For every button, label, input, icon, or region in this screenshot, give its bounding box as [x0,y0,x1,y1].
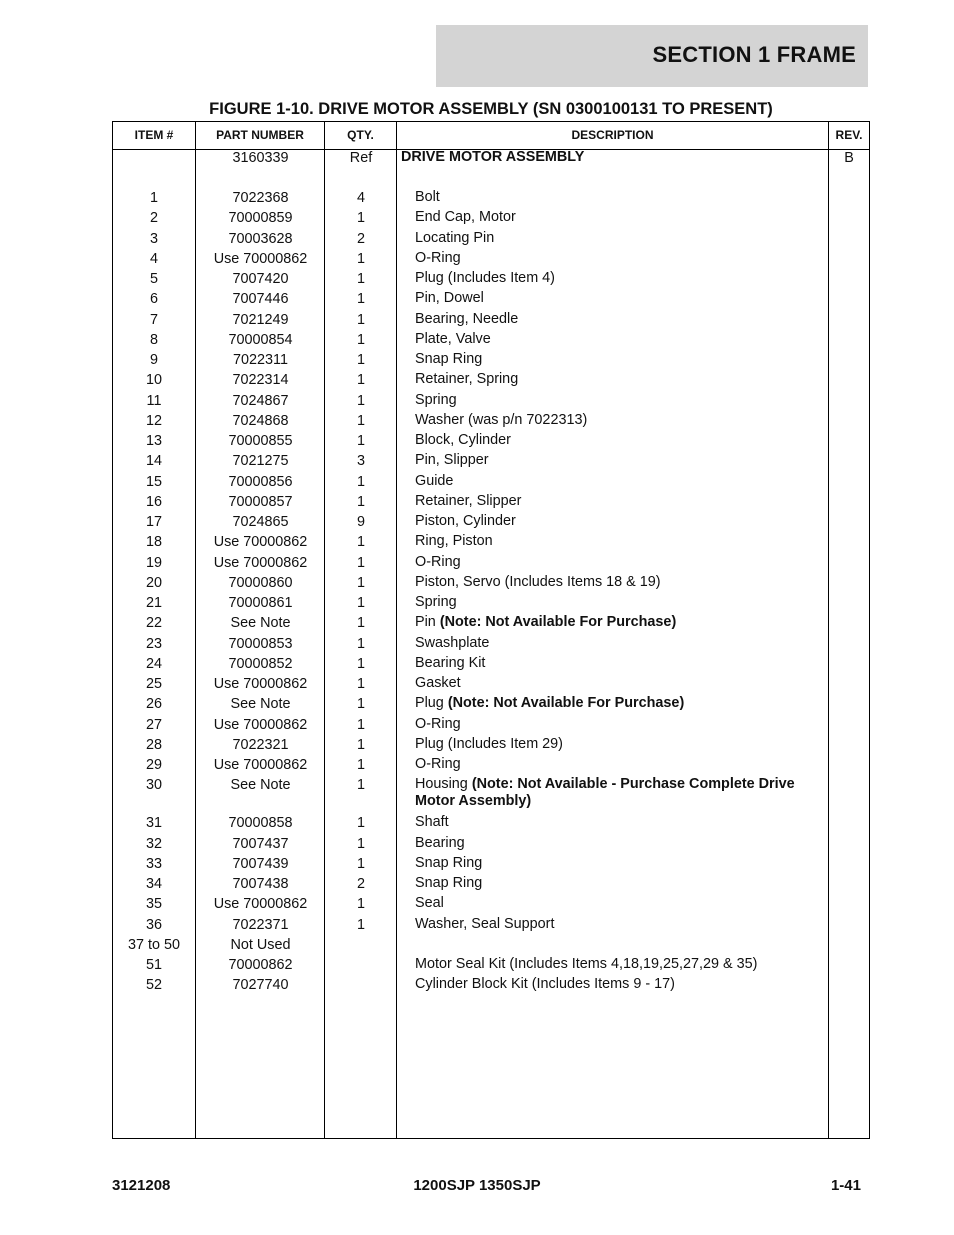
description-text: Snap Ring [415,854,483,871]
description [415,875,825,892]
description-note: (Note: Not Available - Purchase Complete Drive Motor Assembly) [415,776,795,810]
description-text: Bearing Kit [415,654,486,671]
header-part-number: PART NUMBER [216,128,304,142]
description-text: End Cap, Motor [415,209,516,226]
description [415,814,825,831]
item-number: 52 [145,977,162,994]
description [415,776,825,810]
description-text: Motor Seal Kit (Includes Items 4,18,19,25,27,29 & 35) [415,956,758,972]
part-number: 7024865 [232,514,289,530]
description-text: Locating Pin [415,229,495,246]
quantity: 1 [356,815,365,832]
item-number: 35 [145,896,162,913]
description-text: Pin, Slipper [415,452,489,469]
quantity: 1 [356,574,365,591]
part-number: 7022314 [232,372,289,389]
part-number: See Note [230,696,291,713]
part-number: 7007446 [232,291,289,308]
description-text: Piston, Cylinder [415,513,516,529]
header-rev: REV. [835,128,863,142]
part-number: 7007439 [232,855,289,872]
section-title: SECTION 1 FRAME [652,42,856,67]
description [415,371,825,388]
item-number: 20 [145,574,162,591]
header-qty: QTY. [347,128,374,142]
item-number: 17 [145,514,162,530]
part-number: Use 70000862 [213,554,308,571]
description [415,655,825,672]
description [415,736,825,753]
quantity: 3 [356,453,365,470]
description [415,473,825,490]
description-text: Piston, Servo (Includes Items 18 & 19) [415,573,661,590]
part-number: 70000855 [228,433,293,449]
item-number: 12 [145,412,162,429]
quantity: 1 [356,777,365,794]
description-text: O-Ring [415,553,461,570]
description [415,835,825,852]
description-text: Washer, Seal Support [415,915,555,932]
description [415,554,825,571]
item-number: 24 [145,655,162,672]
part-number: Use 70000862 [213,716,308,733]
description-text: Spring [415,594,457,610]
description [415,290,825,307]
item-number: 25 [145,676,162,692]
part-number: 70000858 [228,815,293,832]
description-text: Snap Ring [415,351,483,367]
item-number: 21 [145,595,162,611]
description [415,452,825,469]
part-number: 7021249 [232,311,289,328]
item-number: 19 [145,554,162,571]
item-number: 1 [149,190,158,206]
description-text: Shaft [415,814,449,831]
description [415,270,825,287]
item-number: 30 [145,777,162,794]
quantity: 1 [356,372,365,389]
item-number: 23 [145,635,162,652]
description-text: Seal [415,895,444,912]
quantity: 1 [356,655,365,672]
description [415,331,825,348]
part-number: 70000852 [228,655,293,672]
description-text: Block, Cylinder [415,432,511,448]
description [415,594,825,611]
quantity: 2 [356,876,365,892]
description [415,675,825,692]
footer-page-number: 1-41 [830,1177,861,1194]
description-text: Retainer, Slipper [415,492,522,509]
assembly-part-number: 3160339 [232,150,289,166]
quantity: 1 [356,352,365,368]
description-text: Cylinder Block Kit (Includes Items 9 - 17) [415,976,675,993]
column-divider [828,122,829,1138]
quantity: 1 [356,635,365,652]
item-number: 33 [145,855,162,872]
description [415,209,825,226]
description-text: Gasket [415,675,461,691]
item-number: 10 [145,372,162,389]
item-number: 51 [145,957,162,973]
description [415,895,825,912]
description-text: Pin, Dowel [415,290,484,307]
description [415,916,825,933]
description-text: O-Ring [415,715,461,732]
quantity: 1 [356,615,365,632]
section-header [436,25,868,87]
part-number: Use 70000862 [213,534,308,551]
header-description: DESCRIPTION [571,128,654,142]
part-number: 70000861 [228,595,293,611]
part-number: 7022311 [233,352,288,368]
part-number: 7024868 [232,412,289,429]
quantity: 1 [356,896,365,913]
part-number: See Note [230,615,291,632]
part-number: 7022368 [232,190,289,206]
header-item: ITEM # [134,128,174,142]
item-number: 7 [149,311,158,328]
description-text: Plate, Valve [415,330,491,347]
description [415,250,825,267]
item-number: 9 [149,352,158,368]
description-text: Guide [415,472,454,489]
quantity: 1 [356,412,365,429]
quantity: 9 [356,514,365,530]
figure-title: FIGURE 1-10. DRIVE MOTOR ASSEMBLY (SN 0300100131 TO PRESENT) [209,100,773,118]
part-number: 70000853 [228,635,293,652]
item-number: 6 [149,291,158,308]
description [415,855,825,872]
quantity: 1 [356,210,365,227]
item-number: 37 to 50 [127,936,180,953]
footer-doc-number: 3121208 [112,1177,171,1194]
description [415,635,825,652]
description-text: Retainer, Spring [415,371,519,388]
quantity: 1 [356,716,365,733]
quantity: 1 [356,493,365,510]
quantity: 1 [356,534,365,551]
item-number: 31 [145,815,162,832]
quantity: 1 [356,757,365,773]
item-number: 29 [145,757,162,773]
item-number: 14 [145,453,162,470]
quantity: 1 [356,311,365,328]
quantity: 1 [356,835,365,852]
part-number: 70000856 [228,473,293,490]
item-number: 13 [145,433,162,449]
description [415,351,825,368]
description-text: Plug (Includes Item 4) [415,270,555,286]
description [415,311,825,328]
description [415,513,825,530]
description [415,412,825,429]
description-note: (Note: Not Available For Purchase) [447,695,685,712]
quantity: 1 [356,291,365,308]
description-text: Bearing, Needle [415,310,519,327]
part-number: 70000860 [228,574,293,591]
quantity: 4 [356,190,365,206]
part-number: 70003628 [228,230,293,247]
description [415,189,825,206]
description [415,716,825,733]
description-text: Plug [415,695,444,712]
description [415,392,825,409]
quantity: 1 [356,250,365,267]
part-number: 7022321 [232,736,289,753]
description-text: Housing [415,776,468,793]
description [415,695,825,712]
description-text: Spring [415,391,457,408]
part-number: 70000859 [228,210,293,227]
quantity: 1 [356,696,365,713]
description [415,533,825,550]
item-number: 32 [145,835,162,852]
item-number: 3 [149,230,158,247]
item-number: 18 [145,534,162,551]
description-text: Ring, Piston [415,533,493,550]
part-number: 7027740 [232,977,289,994]
quantity: 1 [356,271,365,287]
part-number: Use 70000862 [213,757,308,773]
item-number: 8 [149,331,158,348]
description [415,493,825,510]
part-number: Use 70000862 [213,250,308,267]
part-number: Use 70000862 [213,676,308,692]
quantity: 1 [356,855,365,872]
item-number: 27 [145,716,162,733]
description-text: O-Ring [415,249,461,266]
item-number: 5 [149,271,158,287]
quantity: 1 [356,473,365,490]
item-number: 26 [145,696,162,713]
description [415,756,825,773]
assembly-rev: B [844,150,854,166]
quantity: 1 [356,595,365,611]
part-number: 7022371 [232,916,289,933]
footer-models: 1200SJP 1350SJP [413,1177,541,1194]
quantity: 1 [356,433,365,449]
part-number: 7007438 [232,876,289,892]
part-number: Not Used [230,936,291,953]
part-number: 7007420 [232,271,289,287]
part-number: See Note [230,777,291,794]
part-number: Use 70000862 [213,896,308,913]
description-text: Bearing [415,834,465,851]
item-number: 15 [145,473,162,490]
item-number: 34 [145,876,162,892]
part-number: 70000854 [228,331,293,348]
description [415,432,825,449]
quantity: 1 [356,331,365,348]
quantity: 1 [356,916,365,933]
item-number: 11 [146,392,162,409]
item-number: 22 [145,615,162,632]
description-text: Pin [415,614,436,631]
quantity: 2 [356,230,365,247]
item-number: 36 [145,916,162,933]
description-text: Swashplate [415,634,490,651]
part-number: 70000857 [228,493,293,510]
part-number: 7007437 [232,835,289,852]
description-text: Bolt [415,189,440,205]
quantity: 1 [356,392,365,409]
description [415,614,825,631]
item-number: 16 [145,493,162,510]
item-number: 28 [145,736,162,753]
description-note: (Note: Not Available For Purchase) [439,614,677,631]
quantity: 1 [356,676,365,692]
quantity: 1 [356,554,365,571]
description-text: Washer (was p/n 7022313) [415,411,588,428]
part-number: 70000862 [228,957,293,973]
item-number: 4 [149,250,158,267]
description [415,976,825,993]
part-number: 7021275 [232,453,289,470]
assembly-description: DRIVE MOTOR ASSEMBLY [401,149,585,165]
item-number: 2 [149,210,158,227]
description-text: Plug (Includes Item 29) [415,735,563,752]
description [415,230,825,247]
description-text: Snap Ring [415,875,483,891]
quantity: 1 [356,736,365,753]
description [415,574,825,591]
part-number: 7024867 [232,392,289,409]
assembly-qty: Ref [349,150,373,166]
description-text: O-Ring [415,756,461,772]
description [415,956,825,973]
parts-table [112,121,870,1139]
